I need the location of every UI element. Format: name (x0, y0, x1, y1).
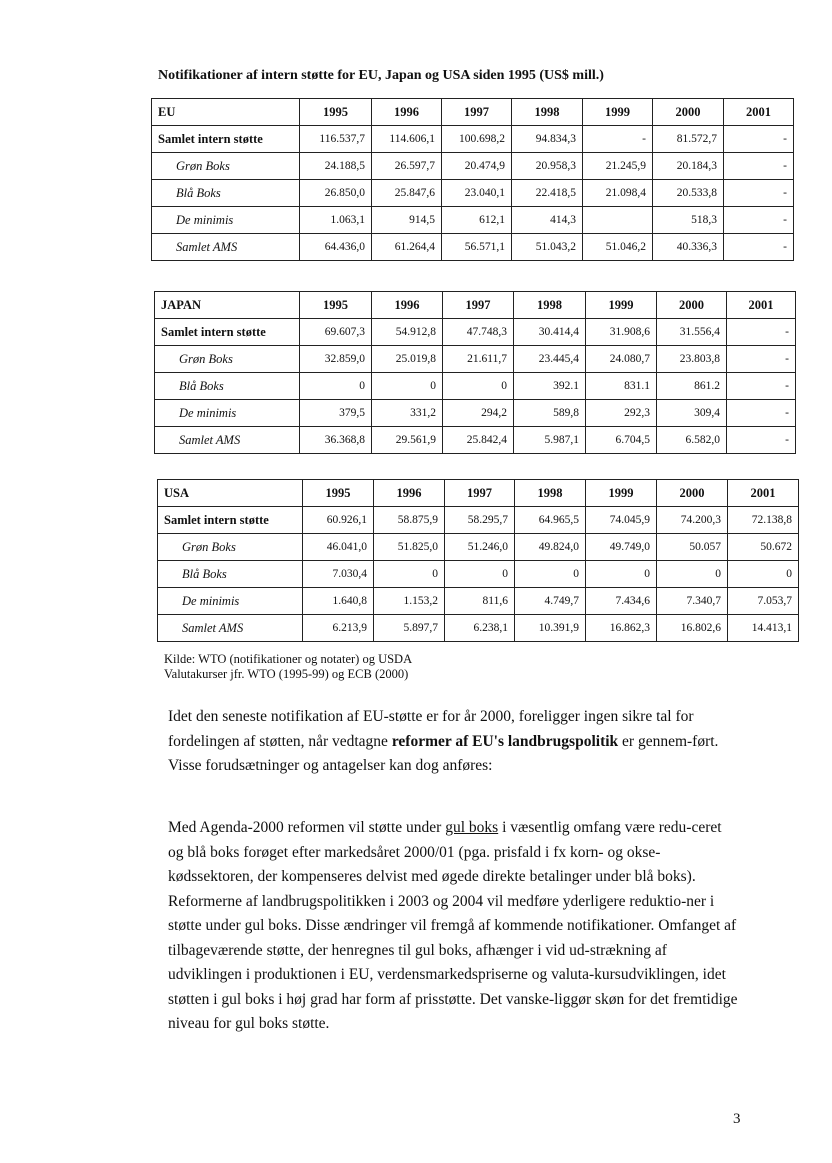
table-cell: 60.926,1 (303, 507, 374, 534)
table-cell: 26.597,7 (372, 153, 442, 180)
table-cell: 831.1 (586, 373, 657, 400)
year-header: 1999 (583, 99, 653, 126)
year-header: 2001 (728, 480, 799, 507)
table-cell: 6.582,0 (657, 427, 727, 454)
table-cell: - (724, 207, 794, 234)
usa-support-table (157, 479, 799, 642)
table-cell: - (724, 234, 794, 261)
year-header: 1998 (515, 480, 586, 507)
year-header: 1998 (514, 292, 586, 319)
table-cell: - (724, 180, 794, 207)
reform-emphasis: reformer af EU's landbrugspolitik (391, 732, 619, 750)
table-cell: 26.850,0 (300, 180, 372, 207)
year-header: 2001 (724, 99, 794, 126)
table-cell: 23.445,4 (514, 346, 586, 373)
table-cell: 414,3 (512, 207, 583, 234)
table-cell: 74.045,9 (586, 507, 657, 534)
table-cell: 21.245,9 (583, 153, 653, 180)
year-header: 1995 (300, 99, 372, 126)
table-cell: - (727, 346, 796, 373)
table-cell: 292,3 (586, 400, 657, 427)
table-row (152, 180, 794, 207)
table-cell: 69.607,3 (300, 319, 372, 346)
table-cell: 612,1 (442, 207, 512, 234)
table-row (152, 126, 794, 153)
table-cell: 16.862,3 (586, 615, 657, 642)
table-cell: 20.184,3 (653, 153, 724, 180)
row-label: Samlet AMS (152, 234, 300, 261)
table-cell: 29.561,9 (372, 427, 443, 454)
year-header: 1996 (372, 292, 443, 319)
exchange-rate-note: Valutakurser jfr. WTO (1995-99) og ECB (2000) (164, 667, 409, 681)
table-cell: 51.043,2 (512, 234, 583, 261)
table-row (155, 319, 796, 346)
table-cell: 6.213,9 (303, 615, 374, 642)
table-cell: 64.436,0 (300, 234, 372, 261)
table-cell: 4.749,7 (515, 588, 586, 615)
table-cell: 56.571,1 (442, 234, 512, 261)
row-label: Blå Boks (158, 561, 303, 588)
year-header: 1996 (374, 480, 445, 507)
table-row (158, 507, 799, 534)
table-row (158, 534, 799, 561)
table-header-row (158, 480, 799, 507)
table-cell: 21.611,7 (443, 346, 514, 373)
year-header: 1999 (586, 292, 657, 319)
year-header: 2000 (653, 99, 724, 126)
table-cell: 1.063,1 (300, 207, 372, 234)
table-row (158, 588, 799, 615)
table-cell: 24.080,7 (586, 346, 657, 373)
table-cell: 61.264,4 (372, 234, 442, 261)
table-row (155, 346, 796, 373)
table-cell: 7.340,7 (657, 588, 728, 615)
table-cell: - (727, 400, 796, 427)
table-cell: 25.842,4 (443, 427, 514, 454)
table-name: EU (152, 99, 300, 126)
table-cell: 74.200,3 (657, 507, 728, 534)
gul-boks-underlined: gul boks (445, 819, 499, 836)
row-label: Samlet intern støtte (152, 126, 300, 153)
year-header: 1997 (442, 99, 512, 126)
paragraph-agenda-2000: Med Agenda-2000 reformen vil støtte under gul boks i væsentlig omfang være redu-ceret og blå boks forøget efter markedsåret 2000/01 (pga. prisfald i fx korn- og okse-kødssektoren, der kompenseres delvist med øgede direkte betalinger under blå boks). Reformerne af landbrugspolitikken i 2003 og 2004 vil medføre yderligere reduktio-ner i støtte under gul boks. Disse ændringer vil fremgå af kommende notifikationer. Omfanget af tilbageværende støtte, der henregnes til gul boks, afhænger i vid ud-strækning af udviklingen i produktionen i EU, verdensmarkedspriserne og valuta-kursudviklingen, idet støtten i gul boks i høj grad har form af prisstøtte. Det vanske-liggør skøn for det fremtidige niveau for gul boks støtte. (168, 819, 738, 1032)
table-cell: 49.749,0 (586, 534, 657, 561)
table-cell: 0 (728, 561, 799, 588)
year-header: 2000 (657, 292, 727, 319)
table-cell: - (727, 319, 796, 346)
year-header: 1998 (512, 99, 583, 126)
table-cell: 31.908,6 (586, 319, 657, 346)
table-cell: 379,5 (300, 400, 372, 427)
table-cell: - (583, 126, 653, 153)
row-label: Samlet AMS (158, 615, 303, 642)
table-cell: 14.413,1 (728, 615, 799, 642)
table-cell: 20.958,3 (512, 153, 583, 180)
table-cell (583, 207, 653, 234)
table-cell: 6.238,1 (445, 615, 515, 642)
table-row (158, 561, 799, 588)
table-cell: 24.188,5 (300, 153, 372, 180)
table-cell: 81.572,7 (653, 126, 724, 153)
year-header: 1997 (445, 480, 515, 507)
year-header: 1997 (443, 292, 514, 319)
table-cell: - (727, 427, 796, 454)
table-cell: 5.987,1 (514, 427, 586, 454)
table-cell: 518,3 (653, 207, 724, 234)
table-header-row (155, 292, 796, 319)
table-cell: 58.295,7 (445, 507, 515, 534)
table-cell: 46.041,0 (303, 534, 374, 561)
table-cell: 0 (443, 373, 514, 400)
table-cell: 20.533,8 (653, 180, 724, 207)
year-header: 1996 (372, 99, 442, 126)
table-cell: 22.418,5 (512, 180, 583, 207)
table-cell: 7.053,7 (728, 588, 799, 615)
table-cell: - (724, 126, 794, 153)
table-name: JAPAN (155, 292, 300, 319)
table-row (152, 234, 794, 261)
table-cell: 114.606,1 (372, 126, 442, 153)
japan-support-table (154, 291, 796, 454)
table-row (158, 615, 799, 642)
eu-support-table (151, 98, 794, 261)
table-cell: 5.897,7 (374, 615, 445, 642)
table-cell: 94.834,3 (512, 126, 583, 153)
table-cell: 10.391,9 (515, 615, 586, 642)
table-cell: 30.414,4 (514, 319, 586, 346)
table-cell: 0 (300, 373, 372, 400)
table-cell: 32.859,0 (300, 346, 372, 373)
table-cell: 64.965,5 (515, 507, 586, 534)
table-row (155, 373, 796, 400)
table-cell: 31.556,4 (657, 319, 727, 346)
table-cell: 21.098,4 (583, 180, 653, 207)
table-cell: 58.875,9 (374, 507, 445, 534)
source-note: Kilde: WTO (notifikationer og notater) og USDA (164, 652, 413, 666)
year-header: 1995 (303, 480, 374, 507)
table-row (152, 207, 794, 234)
table-cell: 51.246,0 (445, 534, 515, 561)
table-cell: 51.046,2 (583, 234, 653, 261)
table-cell: 23.040,1 (442, 180, 512, 207)
row-label: De minimis (155, 400, 300, 427)
table-cell: 40.336,3 (653, 234, 724, 261)
year-header: 2001 (727, 292, 796, 319)
table-cell: 294,2 (443, 400, 514, 427)
table-cell: 7.030,4 (303, 561, 374, 588)
table-cell: - (727, 373, 796, 400)
table-cell: 1.640,8 (303, 588, 374, 615)
row-label: Blå Boks (152, 180, 300, 207)
row-label: Grøn Boks (152, 153, 300, 180)
table-cell: 51.825,0 (374, 534, 445, 561)
table-cell: 116.537,7 (300, 126, 372, 153)
year-header: 1999 (586, 480, 657, 507)
table-cell: 811,6 (445, 588, 515, 615)
table-cell: 49.824,0 (515, 534, 586, 561)
paragraph-reform-intro: Idet den seneste notifikation af EU-støtte er for år 2000, foreligger ingen sikre tal for fordelingen af støtten, når vedtagne reformer af EU's landbrugspolitik er gennem-ført. Visse forudsætninger og antagelser kan dog anføres: (168, 708, 719, 774)
table-row (152, 153, 794, 180)
row-label: De minimis (152, 207, 300, 234)
row-label: Grøn Boks (158, 534, 303, 561)
table-cell: 0 (586, 561, 657, 588)
table-cell: 72.138,8 (728, 507, 799, 534)
page-number: 3 (733, 1111, 741, 1127)
table-row (155, 427, 796, 454)
table-name: USA (158, 480, 303, 507)
table-cell: 20.474,9 (442, 153, 512, 180)
row-label: Samlet intern støtte (158, 507, 303, 534)
page-title: Notifikationer af intern støtte for EU, Japan og USA siden 1995 (US$ mill.) (158, 68, 604, 83)
row-label: Blå Boks (155, 373, 300, 400)
table-row (155, 400, 796, 427)
table-cell: 0 (372, 373, 443, 400)
table-cell: 1.153,2 (374, 588, 445, 615)
table-cell: 0 (445, 561, 515, 588)
table-cell: 7.434,6 (586, 588, 657, 615)
table-cell: - (724, 153, 794, 180)
table-cell: 589,8 (514, 400, 586, 427)
table-cell: 16.802,6 (657, 615, 728, 642)
row-label: Samlet intern støtte (155, 319, 300, 346)
row-label: De minimis (158, 588, 303, 615)
table-cell: 0 (374, 561, 445, 588)
table-cell: 6.704,5 (586, 427, 657, 454)
year-header: 1995 (300, 292, 372, 319)
table-cell: 0 (657, 561, 728, 588)
table-cell: 50.057 (657, 534, 728, 561)
row-label: Samlet AMS (155, 427, 300, 454)
table-cell: 47.748,3 (443, 319, 514, 346)
table-cell: 50.672 (728, 534, 799, 561)
table-cell: 309,4 (657, 400, 727, 427)
table-cell: 54.912,8 (372, 319, 443, 346)
table-cell: 25.019,8 (372, 346, 443, 373)
table-cell: 331,2 (372, 400, 443, 427)
table-cell: 914,5 (372, 207, 442, 234)
row-label: Grøn Boks (155, 346, 300, 373)
table-cell: 861.2 (657, 373, 727, 400)
year-header: 2000 (657, 480, 728, 507)
table-cell: 23.803,8 (657, 346, 727, 373)
table-cell: 100.698,2 (442, 126, 512, 153)
table-cell: 0 (515, 561, 586, 588)
table-header-row (152, 99, 794, 126)
table-cell: 25.847,6 (372, 180, 442, 207)
table-cell: 36.368,8 (300, 427, 372, 454)
table-cell: 392.1 (514, 373, 586, 400)
